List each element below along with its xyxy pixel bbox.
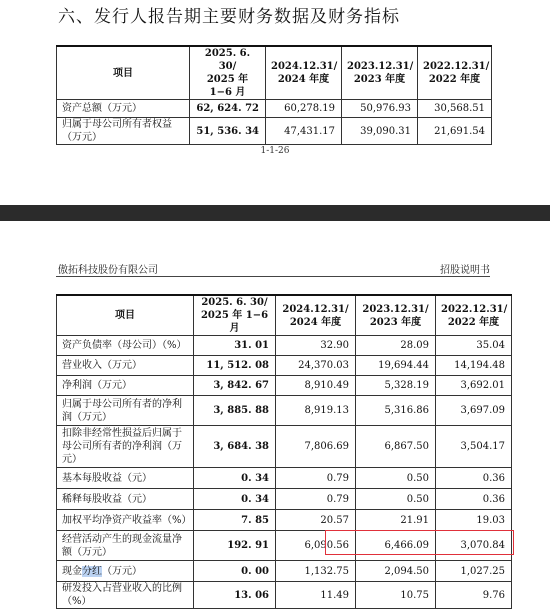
col-header-2023-line2: 2023 年度 [353,74,406,85]
row-label: 资产负债率（母公司）（%） [57,336,194,356]
cell-2023: 2,094.50 [356,561,436,582]
cell-2024: 8,919.13 [276,396,356,426]
cell-2025: 62, 624. 72 [190,100,266,118]
cell-2023: 19,694.44 [356,356,436,376]
cell-2025: 51, 536. 34 [190,118,266,145]
cell-2022: 9.76 [436,582,512,609]
col-header-2022-line2: 2022 年度 [447,316,500,328]
col-header-2025-line1: 2025. 6. 30/ [201,297,268,308]
cell-2025: 0. 00 [194,561,276,582]
cell-2023: 21.91 [356,510,436,531]
cell-2025: 3, 684. 38 [194,426,276,468]
page-gap [0,205,550,221]
row-label: 净利润（万元） [57,376,194,396]
page-upper [0,0,550,205]
cell-2022: 30,568.51 [418,100,492,118]
col-header-2025-line1: 2025. 6. 30/ [204,48,251,72]
table-header-row [57,46,492,100]
row-label: 稀释每股收益（元） [57,489,194,510]
cell-2024: 0.79 [276,468,356,489]
selected-text[interactable]: 分红 [82,565,102,577]
cell-2025: 0. 34 [194,489,276,510]
cell-2022: 3,070.84 [436,531,512,561]
row-label-post: （万元） [102,565,142,577]
cell-2022: 14,194.48 [436,356,512,376]
col-header-2022-line1: 2022.12.31/ [423,61,490,72]
col-header-2022 [436,295,512,336]
col-header-2024-line2: 2024 年度 [277,74,330,85]
cell-2023: 6,466.09 [356,531,436,561]
cell-2022: 3,692.01 [436,376,512,396]
cell-2025: 3, 885. 88 [194,396,276,426]
cell-2024: 6,090.56 [276,531,356,561]
cell-2022: 1,027.25 [436,561,512,582]
cell-2024: 20.57 [276,510,356,531]
cell-2022: 21,691.54 [418,118,492,145]
page-number: 1-1-26 [260,146,290,156]
table-row-dividend [57,561,512,582]
table-row [57,336,512,356]
cell-2025: 192. 91 [194,531,276,561]
col-header-2024-line1: 2024.12.31/ [271,61,338,72]
cell-2024: 47,431.17 [266,118,342,145]
col-header-2024-line2: 2024 年度 [289,316,342,328]
col-header-2023 [342,46,418,100]
row-label: 营业收入（万元） [57,356,194,376]
row-label-pre: 现金 [62,565,82,577]
row-label: 归属于母公司所有者权益（万元） [57,118,190,145]
col-header-2023-line1: 2023.12.31/ [362,303,429,315]
table-row [57,118,492,145]
cell-2025: 7. 85 [194,510,276,531]
cell-2024: 7,806.69 [276,426,356,468]
cell-2023: 28.09 [356,336,436,356]
cell-2022: 3,504.17 [436,426,512,468]
table-row [57,468,512,489]
col-header-2024-line1: 2024.12.31/ [282,303,349,315]
cell-2024: 0.79 [276,489,356,510]
cell-2023: 0.50 [356,468,436,489]
cell-2023: 39,090.31 [342,118,418,145]
col-header-2023-line2: 2023 年度 [369,316,422,328]
cell-2025: 31. 01 [194,336,276,356]
cell-2023: 5,316.86 [356,396,436,426]
indicators-table [56,294,512,609]
col-header-2022-line1: 2022.12.31/ [441,303,508,315]
col-header-2025-line2: 2025 年 1−6 月 [206,74,249,98]
col-header-item: 项目 [57,46,190,100]
row-label: 研发投入占营业收入的比例（%） [57,582,194,609]
table-row [57,582,512,609]
table-row [57,396,512,426]
row-label: 归属于母公司所有者的净利润（万元） [57,396,194,426]
row-label: 基本每股收益（元） [57,468,194,489]
cell-2022: 0.36 [436,468,512,489]
cell-2023: 5,328.19 [356,376,436,396]
cell-2024: 32.90 [276,336,356,356]
col-header-2024 [266,46,342,100]
table-row [57,100,492,118]
col-header-2023-line1: 2023.12.31/ [347,61,414,72]
table-header-row [57,295,512,336]
cell-2022: 35.04 [436,336,512,356]
col-header-2025 [194,295,276,336]
col-header-2022 [418,46,492,100]
table-row [57,489,512,510]
cell-2025: 13. 06 [194,582,276,609]
row-label[interactable] [57,561,194,582]
cell-2024: 60,278.19 [266,100,342,118]
cell-2022: 0.36 [436,489,512,510]
col-header-2022-line2: 2022 年度 [428,74,481,85]
company-name: 傲拓科技股份有限公司 [58,265,158,276]
cell-2024: 24,370.03 [276,356,356,376]
table-row [57,376,512,396]
row-label: 扣除非经常性损益后归属于母公司所有者的净利润（万元） [57,426,194,468]
cell-2024: 11.49 [276,582,356,609]
cell-2022: 3,697.09 [436,396,512,426]
col-header-2025-line2: 2025 年 1−6 月 [200,310,269,334]
row-label: 资产总额（万元） [57,100,190,118]
col-header-2024 [276,295,356,336]
table-row [57,356,512,376]
cell-2023: 10.75 [356,582,436,609]
row-label: 经营活动产生的现金流量净额（万元） [57,531,194,561]
table-row [57,531,512,561]
cell-2025: 3, 842. 67 [194,376,276,396]
col-header-item: 项目 [57,295,194,336]
section-title: 六、发行人报告期主要财务数据及财务指标 [58,7,400,27]
page-lower [0,221,550,607]
cell-2025: 11, 512. 08 [194,356,276,376]
cell-2023: 50,976.93 [342,100,418,118]
cell-2023: 6,867.50 [356,426,436,468]
col-header-2023 [356,295,436,336]
header-divider [56,276,490,277]
cell-2024: 1,132.75 [276,561,356,582]
cell-2024: 8,910.49 [276,376,356,396]
summary-table [56,45,492,145]
col-header-2025 [190,46,266,100]
table-row [57,510,512,531]
table-row [57,426,512,468]
cell-2025: 0. 34 [194,468,276,489]
cell-2023: 0.50 [356,489,436,510]
cell-2022: 19.03 [436,510,512,531]
row-label: 加权平均净资产收益率（%） [57,510,194,531]
document-type: 招股说明书 [440,265,490,276]
